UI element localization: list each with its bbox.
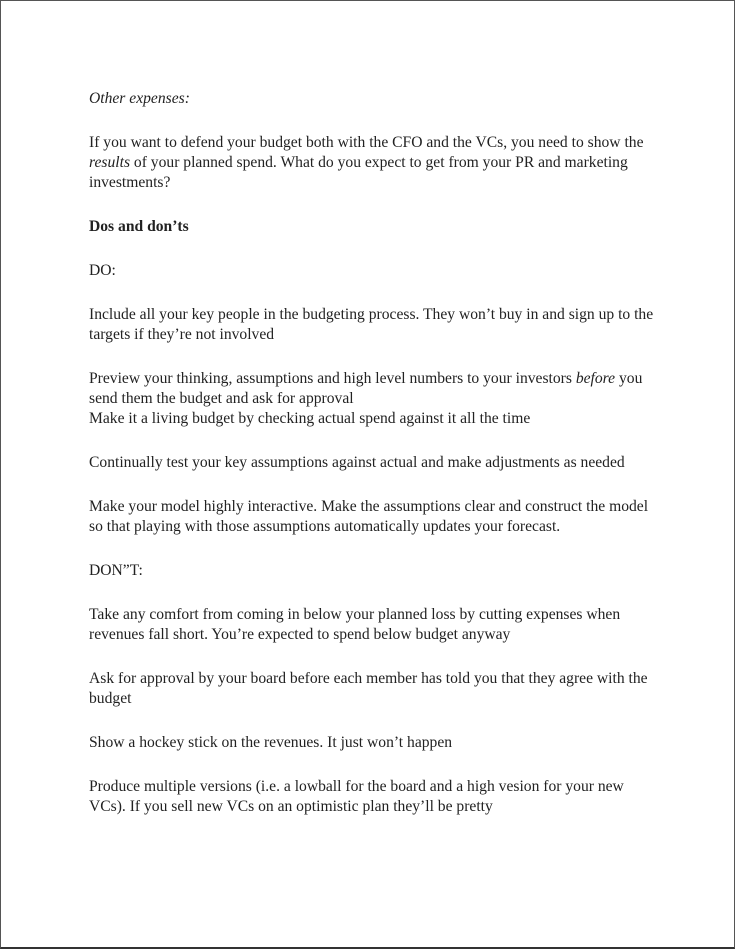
dont-label: DON”T: — [89, 562, 143, 579]
preview-text-2: you send them the budget and ask for approval — [89, 370, 643, 407]
do-item-include-people: Include all your key people in the budgeting process. They won’t buy in and sign up to the targets if they’re not involved — [89, 306, 654, 343]
preview-emphasis: before — [575, 370, 616, 387]
budget-defense-text-1: If you want to defend your budget both with the CFO and the VCs, you need to show the — [89, 134, 644, 151]
dont-item-approval: Ask for approval by your board before each member has told you that they agree with the budget — [89, 670, 648, 707]
dont-item-hockey-stick: Show a hockey stick on the revenues. It just won’t happen — [89, 734, 453, 751]
heading-dos-donts: Dos and don’ts — [89, 218, 189, 235]
paragraph-budget-defense — [89, 133, 659, 193]
budget-defense-emphasis: results — [89, 154, 131, 171]
do-item-test-assumptions: Continually test your key assumptions against actual and make adjustments as needed — [89, 454, 625, 471]
dont-item-comfort: Take any comfort from coming in below your planned loss by cutting expenses when revenues fall short. You’re expected to spend below budget anyway — [89, 606, 621, 643]
do-item-interactive-model: Make your model highly interactive. Make the assumptions clear and construct the model so that playing with those assumptions automatically updates your forecast. — [89, 498, 649, 535]
document-body — [89, 89, 659, 841]
do-label: DO: — [89, 262, 116, 279]
do-item-preview — [89, 369, 659, 409]
budget-defense-text-2: of your planned spend. What do you expect to get from your PR and marketing investments? — [89, 154, 628, 191]
dont-item-multiple-versions: Produce multiple versions (i.e. a lowball for the board and a high vesion for your new VCs). If you sell new VCs on an optimistic plan they’ll be pretty — [89, 778, 624, 815]
do-item-living-budget: Make it a living budget by checking actual spend against it all the time — [89, 410, 531, 427]
preview-text-1: Preview your thinking, assumptions and high level numbers to your investors — [89, 370, 576, 387]
heading-other-expenses: Other expenses: — [89, 90, 190, 107]
